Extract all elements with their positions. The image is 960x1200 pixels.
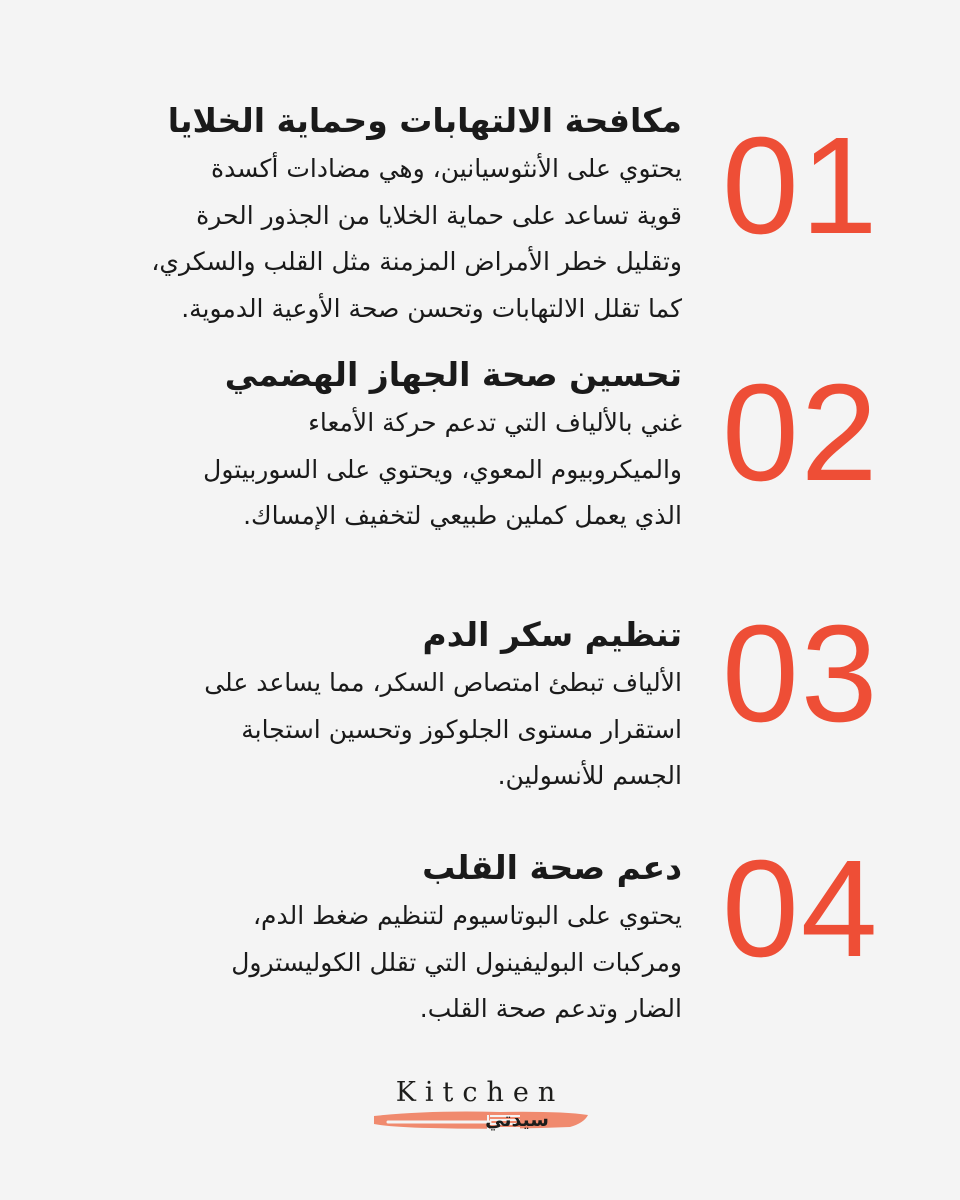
benefit-title-3: تنظيم سكر الدم [422, 615, 682, 654]
benefit-body-2 [42, 400, 682, 540]
body-line: يحتوي على الأنثوسيانين، وهي مضادات أكسدة [211, 154, 682, 183]
benefit-text-4 [42, 843, 682, 1033]
logo-arabic: سيدتي [485, 1109, 549, 1131]
benefit-text-3 [42, 610, 682, 800]
benefit-body-1 [42, 146, 682, 332]
benefit-body-4 [42, 893, 682, 1033]
benefit-number-4: 04 [722, 832, 880, 986]
body-line: استقرار مستوى الجلوكوز وتحسين استجابة [241, 714, 682, 744]
benefit-number-1: 01 [722, 109, 880, 263]
benefit-number-3: 03 [722, 597, 880, 751]
benefit-number-2: 02 [722, 356, 880, 510]
benefit-text-2 [42, 350, 682, 540]
body-line: قوية تساعد على حماية الخلايا من الجذور الحرة [196, 200, 682, 230]
body-line: الجسم للأنسولين. [497, 761, 682, 790]
benefit-title-4: دعم صحة القلب [422, 848, 682, 887]
body-line: ومركبات البوليفينول التي تقلل الكوليسترول [231, 947, 682, 977]
body-line: يحتوي على البوتاسيوم لتنظيم ضغط الدم، [252, 901, 682, 930]
body-line: وتقليل خطر الأمراض المزمنة مثل القلب والسكري، [151, 247, 682, 276]
logo-wordmark: Kitchen [395, 1077, 565, 1108]
body-line: كما تقلل الالتهابات وتحسن صحة الأوعية الدموية. [181, 293, 682, 323]
benefit-body-3 [42, 660, 682, 800]
body-line: والميكروبيوم المعوي، ويحتوي على السوربيتول [203, 454, 682, 484]
body-line: الذي يعمل كملين طبيعي لتخفيف الإمساك. [243, 501, 682, 530]
benefit-text-1 [42, 96, 682, 332]
benefit-title-2: تحسين صحة الجهاز الهضمي [224, 355, 682, 394]
benefit-title-1: مكافحة الالتهابات وحماية الخلايا [167, 101, 682, 140]
body-line: الألياف تبطئ امتصاص السكر، مما يساعد على [204, 668, 682, 697]
body-line: الضار وتدعم صحة القلب. [419, 994, 682, 1023]
body-line: غني بالألياف التي تدعم حركة الأمعاء [308, 408, 682, 437]
kitchen-logo [370, 1078, 590, 1138]
